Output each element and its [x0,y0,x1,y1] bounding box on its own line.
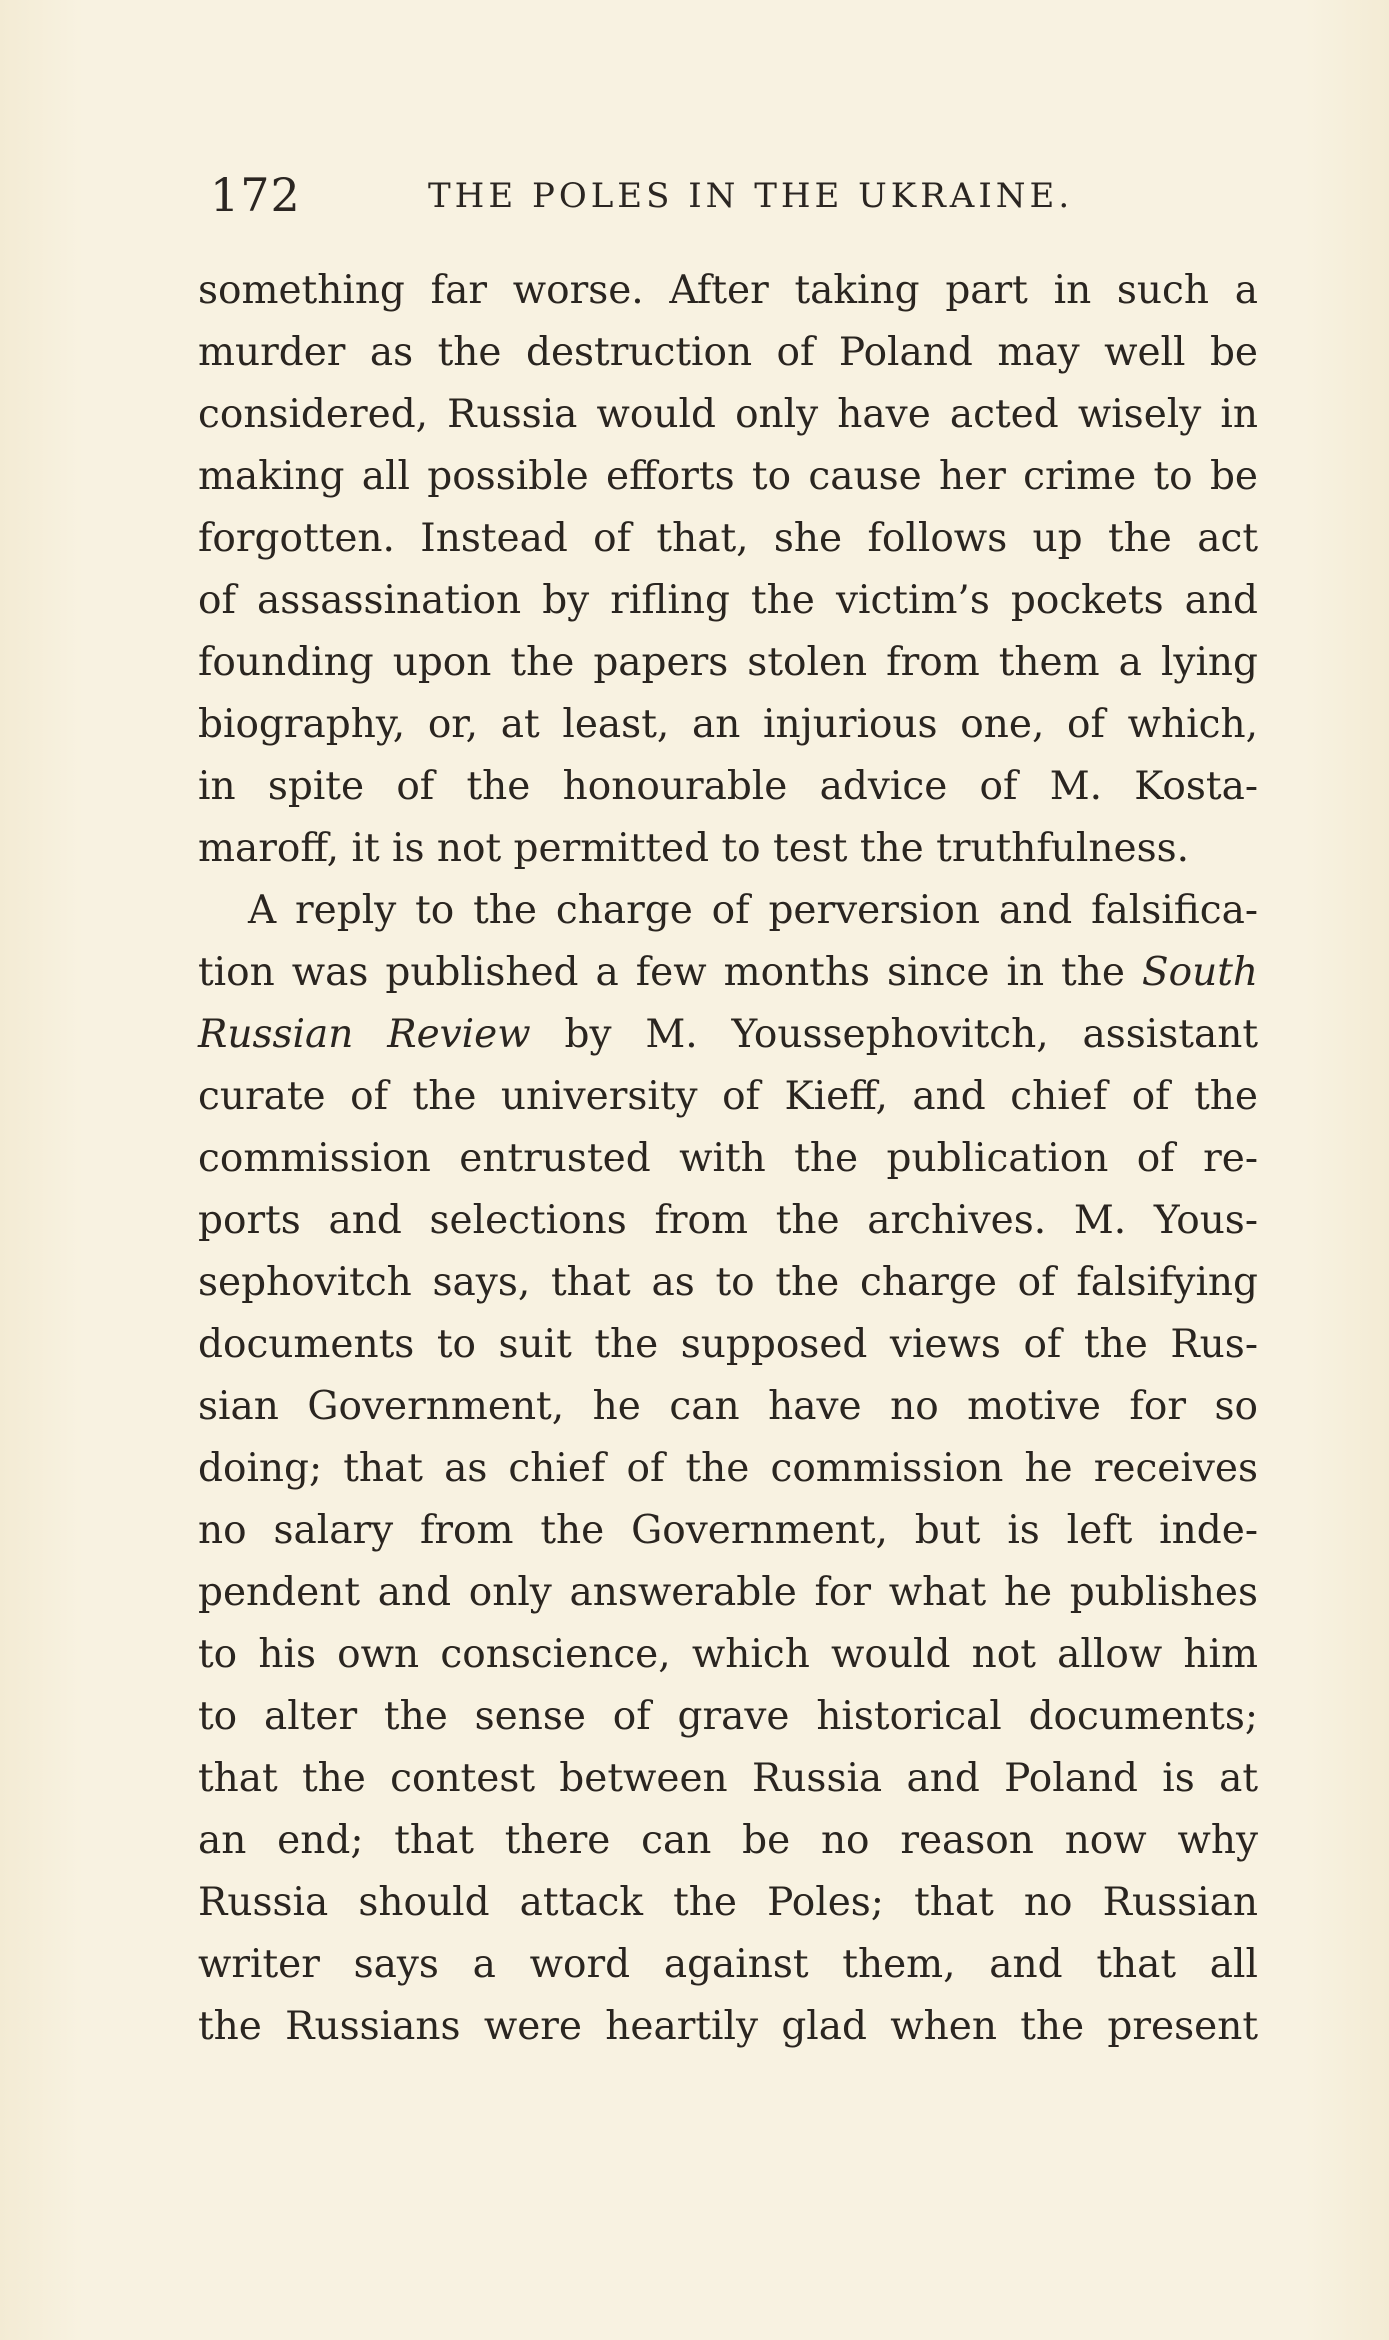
text-line [198,1004,1258,1066]
running-title: THE POLES IN THE UKRAINE. [428,176,1074,216]
text-line: maroff, it is not permitted to test the truthfulness. [198,826,1190,871]
text-line: sian Government, he can have no motive for so [198,1384,1258,1429]
text-line: sephovitch says, that as to the charge of falsifying [198,1260,1258,1305]
page-number: 172 [210,168,301,222]
italic-title-run: Russian Review [198,1012,531,1057]
text-line: something far worse. After taking part in such a [198,268,1258,313]
text-line: Russia should attack the Poles; that no Russian [198,1880,1258,1925]
text-line: curate of the university of Kieff, and chief of the [198,1074,1258,1119]
running-head [198,160,1250,230]
text-line [198,942,1258,1004]
text-line: documents to suit the supposed views of the Rus- [198,1322,1258,1367]
text-line: the Russians were heartily glad when the present [198,2004,1258,2049]
text-line: forgotten. Instead of that, she follows up the act [198,516,1258,561]
text-line: considered, Russia would only have acted wisely in [198,392,1258,437]
text-run: by M. Youssephovitch, assistant [530,1012,1258,1057]
text-line: writer says a word against them, and that all [198,1942,1258,1987]
text-line: making all possible efforts to cause her crime to be [198,454,1258,499]
text-line: to his own conscience, which would not allow him [198,1632,1258,1677]
italic-title-run: South [1141,950,1258,995]
text-line: that the contest between Russia and Poland is at [198,1756,1258,1801]
text-line: commission entrusted with the publication of re- [198,1136,1258,1181]
text-line: no salary from the Government, but is left inde- [198,1508,1258,1553]
text-line: murder as the destruction of Poland may well be [198,330,1258,375]
text-line: in spite of the honourable advice of M. Kosta- [198,764,1258,809]
text-line: A reply to the charge of perversion and falsifica- [248,888,1258,933]
body-text [198,260,1258,2058]
text-run: tion was published a few months since in the [198,950,1142,995]
text-line: of assassination by rifling the victim’s pockets and [198,578,1258,623]
text-line: biography, or, at least, an injurious one, of which, [198,702,1258,747]
text-line: to alter the sense of grave historical documents; [198,1694,1258,1739]
text-line: doing; that as chief of the commission he receives [198,1446,1258,1491]
text-line: ports and selections from the archives. M. Yous- [198,1198,1258,1243]
text-line: pendent and only answerable for what he publishes [198,1570,1258,1615]
text-line: founding upon the papers stolen from them a lying [198,640,1258,685]
text-line: an end; that there can be no reason now why [198,1818,1258,1863]
